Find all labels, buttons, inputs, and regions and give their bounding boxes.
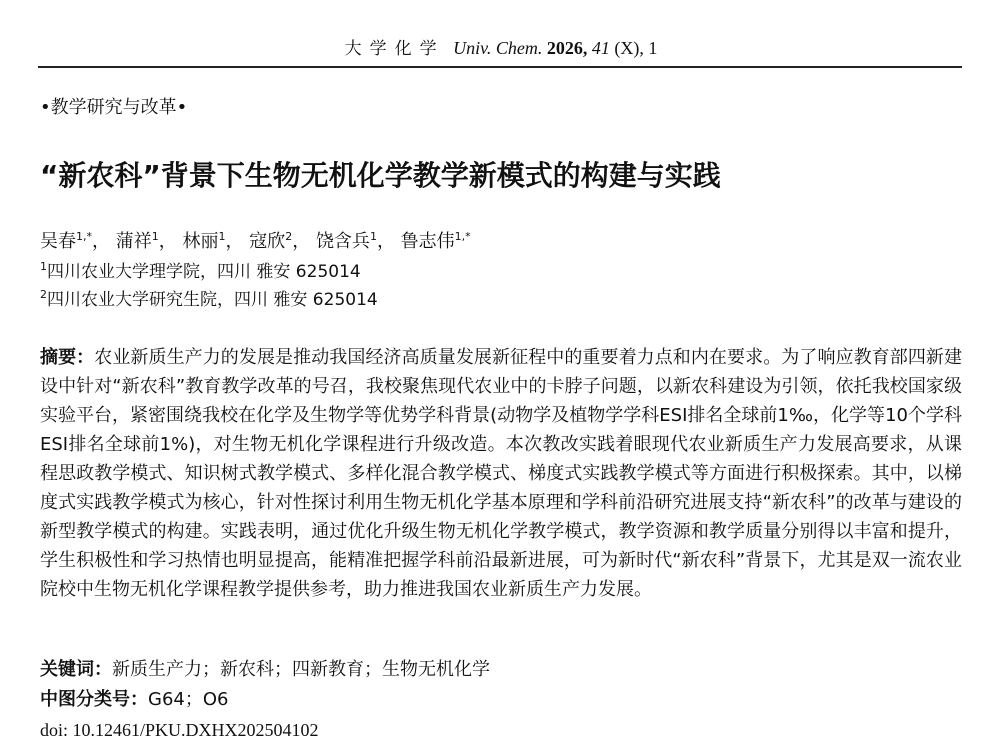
- author-name: 寇欣: [249, 231, 286, 252]
- author-affiliation-mark: 1,*: [76, 230, 92, 243]
- author-name: 林丽: [182, 231, 219, 252]
- doi[interactable]: doi: 10.12461/PKU.DXHX202504102: [40, 720, 319, 740]
- keywords-label: 关键词：: [40, 659, 112, 680]
- journal-name-en: Univ. Chem.: [453, 38, 543, 58]
- affiliation-1: [40, 258, 361, 286]
- journal-header: [40, 30, 962, 66]
- affiliation-text: 四川农业大学理学院，四川 雅安 625014: [47, 262, 361, 282]
- author-separator: ，: [92, 231, 110, 252]
- journal-name-cn: 大学化学: [344, 39, 445, 59]
- journal-volume: 41: [591, 38, 610, 58]
- keywords: [40, 656, 490, 684]
- abstract: [40, 343, 962, 604]
- affiliation-2: [40, 286, 378, 314]
- section-label: •教学研究与改革•: [40, 97, 188, 118]
- classification-number: [40, 686, 228, 714]
- author-affiliation-mark: 2: [285, 230, 293, 243]
- author-affiliation-mark: 1: [151, 230, 159, 243]
- author-name: 饶含兵: [315, 231, 370, 252]
- author-name: 鲁志伟: [400, 231, 455, 252]
- author-affiliation-mark: 1: [218, 230, 226, 243]
- author-separator: ，: [292, 231, 311, 252]
- author-separator: ，: [376, 231, 395, 252]
- abstract-text: 农业新质生产力的发展是推动我国经济高质量发展新征程中的重要着力点和内在要求。为了响应教育部四新建设中针对“新农科”教育教学改革的号召，我校聚焦现代农业中的卡脖子问题，以新农科建设为引领，依托我校国家级实验平台，紧密围绕我校在化学及生物学等优势学科背景(动物学及植物学学科ESI排名全球前1‰，化学等10个学科ESI排名全球前1%)，对生物无机化学课程进行升级改造。本次教改实践着眼现代农业新质生产力发展高要求，从课程思政教学模式、知识树式教学模式、多样化混合教学模式、梯度式实践教学模式等方面进行积极探索。其中，以梯度式实践教学模式为核心，针对性探讨利用生物无机化学基本原理和学科前沿研究进展支持“新农科”的改革与建设的新型教学模式的构建。实践表明，通过优化升级生物无机化学教学模式，教学资源和教学质量分别得以丰富和提升，学生积极性和学习热情也明显提高，能精准把握学科前沿最新进展，可为新时代“新农科”背景下，尤其是双一流农业院校中生物无机化学课程教学提供参考，助力推进我国农业新质生产力发展。: [40, 347, 963, 600]
- abstract-label: 摘要：: [40, 347, 95, 368]
- affiliation-mark: 2: [40, 288, 47, 301]
- author-separator: ，: [225, 231, 244, 252]
- author-affiliation-mark: 1: [369, 230, 377, 243]
- paper-title: “新农科”背景下生物无机化学教学新模式的构建与实践: [40, 159, 721, 192]
- author-name: 吴春: [40, 231, 76, 252]
- classification-text: G64；O6: [148, 689, 229, 710]
- header-rule: [38, 66, 962, 68]
- journal-year: 2026,: [546, 38, 588, 58]
- author-affiliation-mark: 1,*: [454, 230, 471, 243]
- author-name: 蒲祥: [115, 231, 152, 252]
- journal-issue-page: (X), 1: [609, 38, 658, 58]
- author-separator: ，: [158, 231, 177, 252]
- classification-label: 中图分类号：: [40, 689, 148, 710]
- affiliation-text: 四川农业大学研究生院，四川 雅安 625014: [47, 290, 378, 310]
- keywords-text: 新质生产力；新农科；四新教育；生物无机化学: [112, 659, 490, 680]
- author-list: [40, 228, 471, 256]
- affiliation-mark: 1: [40, 260, 47, 273]
